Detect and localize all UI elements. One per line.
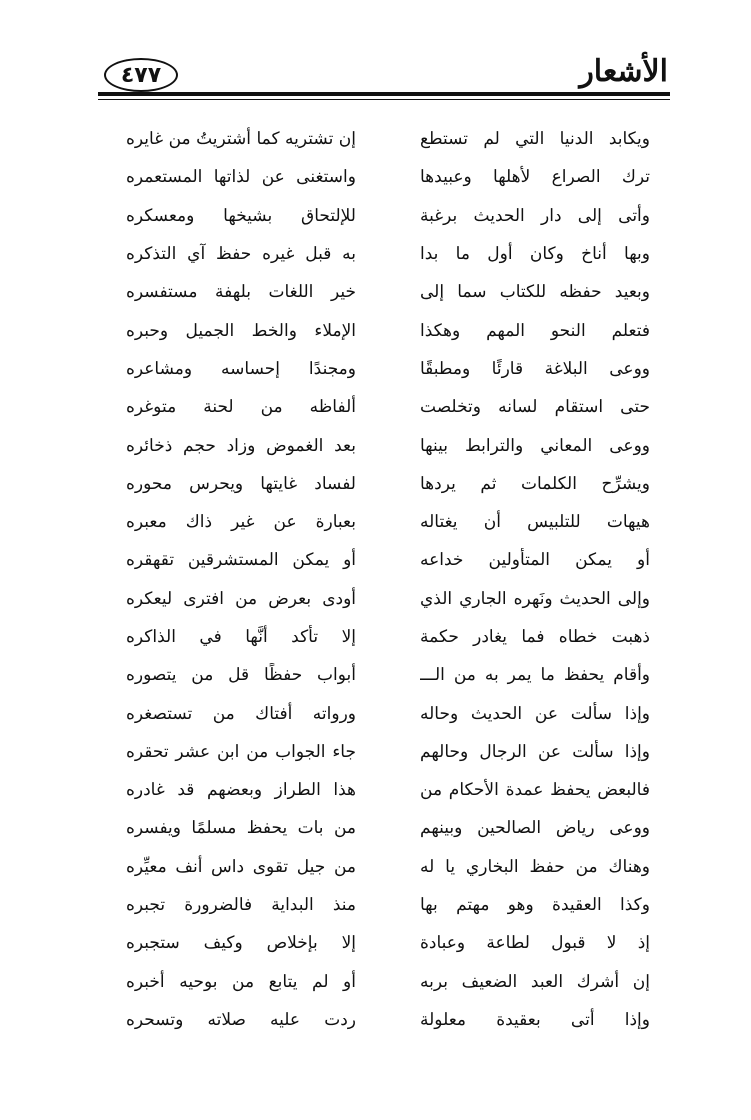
verse-second-hemistich: واستغنى عن لذاتها المستعمره xyxy=(126,167,356,188)
verse-second-hemistich: من جيل تقوى داس أنف معيِّره xyxy=(126,856,356,877)
verse-first-hemistich: وإلى الحديث ونَهره الجاري الذي xyxy=(420,588,650,609)
verse-row xyxy=(126,924,650,962)
verse-row xyxy=(126,503,650,541)
verse-second-hemistich: ألفاظه من لحنة متوغره xyxy=(126,397,356,418)
verse-first-hemistich: وكذا العقيدة وهو مهتم بها xyxy=(420,895,650,916)
verse-row xyxy=(126,273,650,311)
verse-second-hemistich: أو لم يتابع من بوحيه أخبره xyxy=(126,971,356,992)
verse-second-hemistich: جاء الجواب من ابن عشر تحقره xyxy=(126,741,356,762)
verse-row xyxy=(126,656,650,694)
page-number: ٤٧٧ xyxy=(120,62,162,88)
verse-first-hemistich: وأقام يحفظ ما يمر به من الـــ xyxy=(420,665,650,686)
verse-second-hemistich: ورواته أفتاك من تستصغره xyxy=(126,703,356,724)
verse-second-hemistich: الإملاء والخط الجميل وحبره xyxy=(126,320,356,341)
verse-row xyxy=(126,1001,650,1039)
verse-row xyxy=(126,465,650,503)
verse-first-hemistich: ووعى المعاني والترابط بينها xyxy=(420,435,650,456)
verse-second-hemistich: إلا بإخلاص وكيف ستجبره xyxy=(126,933,356,954)
verse-second-hemistich: أودى بعرض من افترى ليعكره xyxy=(126,588,356,609)
page-header xyxy=(98,52,670,100)
verse-row xyxy=(126,809,650,847)
verse-first-hemistich: ووعى رياض الصالحين وبينهم xyxy=(420,818,650,839)
verse-row xyxy=(126,426,650,464)
verse-row xyxy=(126,158,650,196)
verse-second-hemistich: إن تشتريه كما أشتريتُ من غايره xyxy=(126,129,356,150)
header-rule-thick xyxy=(98,92,670,96)
verse-first-hemistich: ويكابد الدنيا التي لم تستطع xyxy=(420,129,650,150)
verse-first-hemistich: حتى استقام لسانه وتخلصت xyxy=(420,397,650,418)
verse-row xyxy=(126,197,650,235)
verse-second-hemistich: بعد الغموض وزاد حجم ذخائره xyxy=(126,435,356,456)
verse-second-hemistich: منذ البداية فالضرورة تجبره xyxy=(126,895,356,916)
verse-first-hemistich: فالبعض يحفظ عمدة الأحكام من xyxy=(420,780,650,801)
verse-second-hemistich: أبواب حفظًا قل من يتصوره xyxy=(126,665,356,686)
verse-second-hemistich: خير اللغات بلهفة مستفسره xyxy=(126,282,356,303)
verse-second-hemistich: أو يمكن المستشرقين تقهقره xyxy=(126,550,356,571)
verse-row xyxy=(126,771,650,809)
header-rule-thin xyxy=(98,99,670,100)
verse-first-hemistich: ذهبت خطاه فما يغادر حكمة xyxy=(420,627,650,647)
verse-first-hemistich: وبعيد حفظه للكتاب سما إلى xyxy=(420,282,650,303)
verse-first-hemistich: وبها أناخ وكان أول ما بدا xyxy=(420,244,650,265)
verse-row xyxy=(126,618,650,656)
verse-row xyxy=(126,311,650,349)
verse-first-hemistich: ويشرِّح الكلمات ثم يردها xyxy=(420,473,650,494)
verse-row xyxy=(126,694,650,732)
poem-body xyxy=(126,120,650,1039)
verse-first-hemistich: ووعى البلاغة قارئًا ومطبقًا xyxy=(420,358,650,379)
verse-row xyxy=(126,350,650,388)
verse-second-hemistich: هذا الطراز وبعضهم قد غادره xyxy=(126,780,356,801)
verse-second-hemistich: ردت عليه صلاته وتسحره xyxy=(126,1009,356,1030)
verse-row xyxy=(126,733,650,771)
verse-row xyxy=(126,848,650,886)
verse-row xyxy=(126,541,650,579)
verse-row xyxy=(126,963,650,1001)
verse-first-hemistich: وهناك من حفظ البخاري يا له xyxy=(420,856,650,877)
verse-second-hemistich: بعبارة عن غير ذاك معبره xyxy=(126,512,356,533)
verse-second-hemistich: إلا تأكد أنَّها في الذاكره xyxy=(126,627,356,647)
verse-first-hemistich: إذ لا قبول لطاعة وعبادة xyxy=(420,933,650,954)
verse-row xyxy=(126,886,650,924)
running-title: الأشعار xyxy=(579,54,668,89)
verse-second-hemistich: ومجندًا إحساسه ومشاعره xyxy=(126,358,356,379)
verse-first-hemistich: أو يمكن المتأولين خداعه xyxy=(420,550,650,571)
verse-second-hemistich: من بات يحفظ مسلمًا ويفسره xyxy=(126,818,356,839)
verse-first-hemistich: هيهات للتلبيس أن يغتاله xyxy=(420,512,650,533)
verse-second-hemistich: للإلتحاق بشيخها ومعسكره xyxy=(126,205,356,226)
verse-first-hemistich: وإذا سألت عن الرجال وحالهم xyxy=(420,741,650,762)
page-number-badge xyxy=(104,58,178,92)
verse-row xyxy=(126,388,650,426)
verse-row xyxy=(126,120,650,158)
verse-second-hemistich: لفساد غايتها ويحرس محوره xyxy=(126,473,356,494)
verse-first-hemistich: وإذا سألت عن الحديث وحاله xyxy=(420,703,650,724)
verse-first-hemistich: وأتى إلى دار الحديث برغبة xyxy=(420,205,650,226)
verse-row xyxy=(126,235,650,273)
verse-row xyxy=(126,580,650,618)
verse-first-hemistich: إن أشرك العبد الضعيف بربه xyxy=(420,971,650,992)
verse-first-hemistich: فتعلم النحو المهم وهكذا xyxy=(420,320,650,341)
verse-first-hemistich: وإذا أتى بعقيدة معلولة xyxy=(420,1009,650,1030)
verse-first-hemistich: ترك الصراع لأهلها وعبيدها xyxy=(420,167,650,188)
verse-second-hemistich: به قبل غيره حفظ آي التذكره xyxy=(126,244,356,265)
